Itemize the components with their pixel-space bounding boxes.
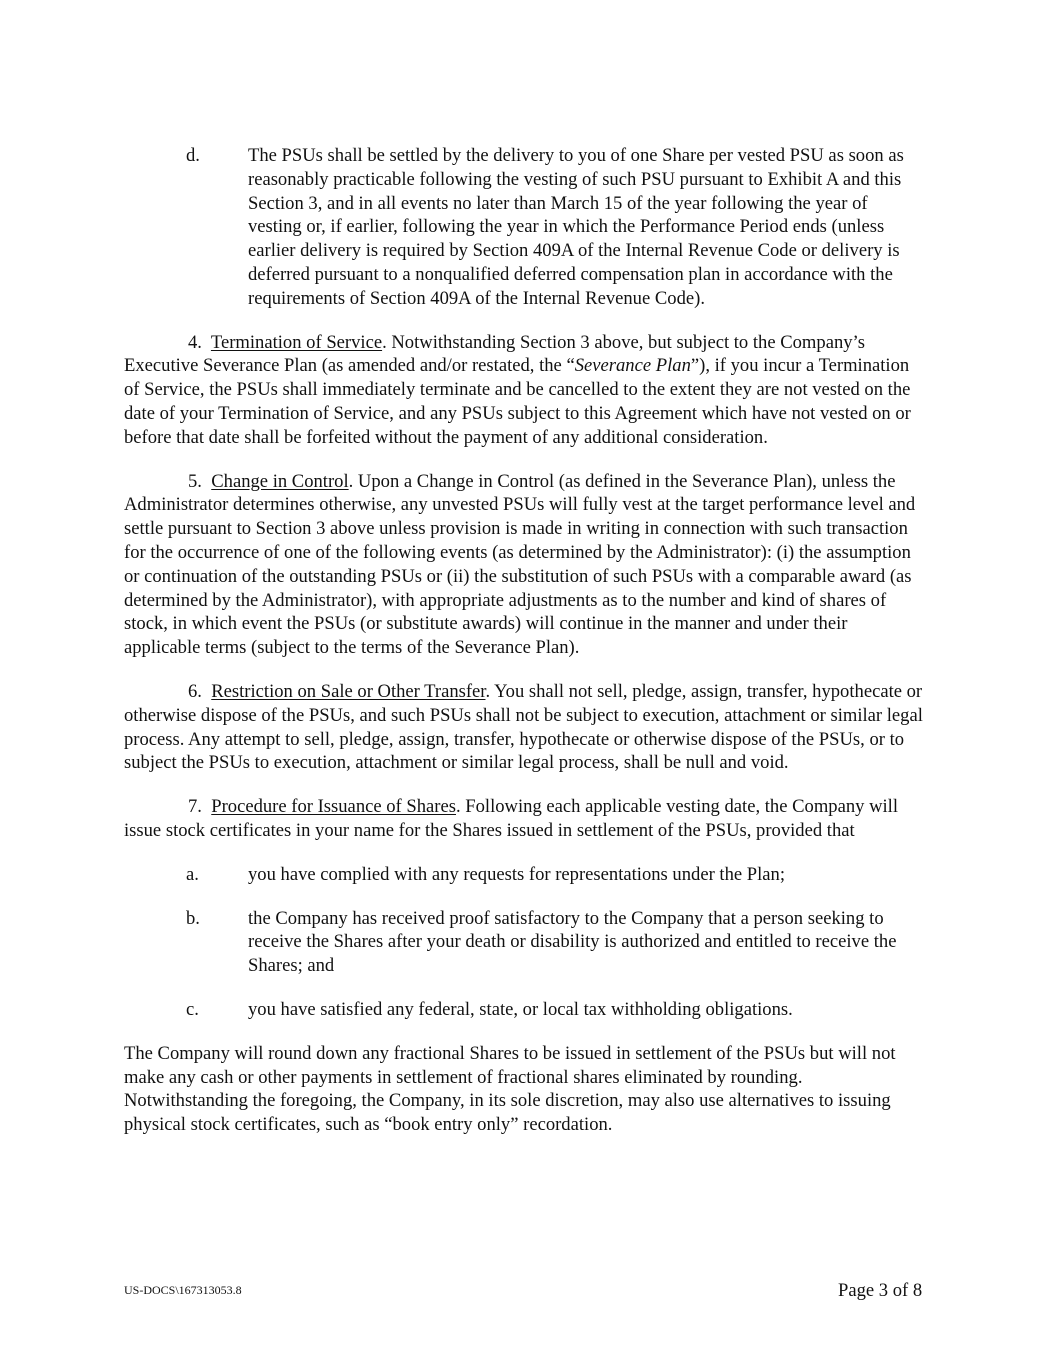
defined-term: Severance Plan (574, 355, 691, 377)
list-marker: b. (186, 907, 200, 929)
list-item-text: you have satisfied any federal, state, or local tax withholding obligations. (248, 998, 793, 1020)
list-marker: d. (186, 145, 200, 166)
section-text: . Notwithstanding Section 3 above, but subject to the Company’s Executive Severance Plan (as amended and/or restated, the “ (124, 331, 865, 377)
list-marker: a. (186, 863, 199, 885)
list-item-d (124, 144, 924, 311)
list-item-text: The PSUs shall be settled by the delivery to you of one Share per vested PSU as soon as reasonably practicable following the vesting of such PSU pursuant to Exhibit A and this Section 3, and in all events no later than March 15 of the year following the year of vesting or, if earlier, following the year in which the Performance Period ends (unless earlier delivery is required by Section 409A of the Internal Revenue Code or delivery is deferred pursuant to a nonqualified deferred compensation plan in accordance with the requirements of Section 409A of the Internal Revenue Code). (248, 145, 904, 309)
list-item-c (124, 998, 924, 1022)
section-heading: Procedure for Issuance of Shares (211, 796, 456, 818)
section-number: 7. (188, 796, 202, 818)
section-number: 6. (188, 680, 202, 702)
list-marker: c. (186, 998, 199, 1020)
section-number: 4. (188, 331, 202, 353)
section-text: . You shall not sell, pledge, assign, transfer, hypothecate or otherwise dispose of the PSUs, and such PSUs shall not be subject to execution, attachment or similar legal process. Any attempt to sell, pledge, assign, transfer, hypothecate or otherwise dispose of the PSUs, or to subject the PSUs to execution, attachment or similar legal process, shall be null and void. (124, 680, 923, 774)
section-text: . Following each applicable vesting date, the Company will issue stock certificates in your name for the Shares issued in settlement of the PSUs, provided that (124, 796, 899, 841)
document-id: US-DOCS\167313053.8 (124, 1283, 242, 1297)
document-body (124, 144, 924, 1137)
list-item-text: the Company has received proof satisfactory to the Company that a person seeking to receive the Shares after your death or disability is authorized and entitled to receive the Shares; and (248, 907, 897, 977)
section-text: ”), if you incur a Termination of Service, the PSUs shall immediately terminate and be cancelled to the extent they are not vested on the date of your Termination of Service, and any PSUs subject to this Agreement which have not vested on or before that date shall be forfeited without the payment of any additional consideration. (124, 355, 911, 448)
closing-paragraph: The Company will round down any fractional Shares to be issued in settlement of the PSUs but will not make any cash or other payments in settlement of fractional shares eliminated by rounding. Notwithstanding the foregoing, the Company, in its sole discretion, may also use alternatives to issuing physical stock certificates, such as “book entry only” recordation. (124, 1042, 896, 1136)
section-text: . Upon a Change in Control (as defined in the Severance Plan), unless the Administrator determines otherwise, any unvested PSUs will fully vest at the target performance level and settle pursuant to Section 3 above unless provision is made in writing in connection with such transaction for the occurrence of one of the following events (as determined by the Administrator): (i) the assumption or continuation of the outstanding PSUs or (ii) the substitution of such PSUs with a comparable award (as determined by the Administrator), with appropriate adjustments as to the number and kind of shares of stock, in which event the PSUs (or substitute awards) will continue in the manner and under their applicable terms (subject to the terms of the Severance Plan). (124, 470, 916, 659)
section-heading: Change in Control (211, 470, 349, 492)
section-heading: Termination of Service (210, 331, 383, 353)
list-item-b (124, 907, 924, 978)
list-item-a (124, 863, 924, 887)
section-5-paragraph (124, 470, 924, 660)
section-heading: Restriction on Sale or Other Transfer (211, 680, 486, 702)
page-number: Page 3 of 8 (838, 1280, 923, 1301)
section-7-paragraph (124, 795, 924, 843)
section-6-paragraph (124, 680, 924, 775)
section-4-paragraph (124, 331, 924, 450)
section-number: 5. (188, 470, 202, 492)
list-item-text: you have complied with any requests for representations under the Plan; (248, 863, 786, 885)
